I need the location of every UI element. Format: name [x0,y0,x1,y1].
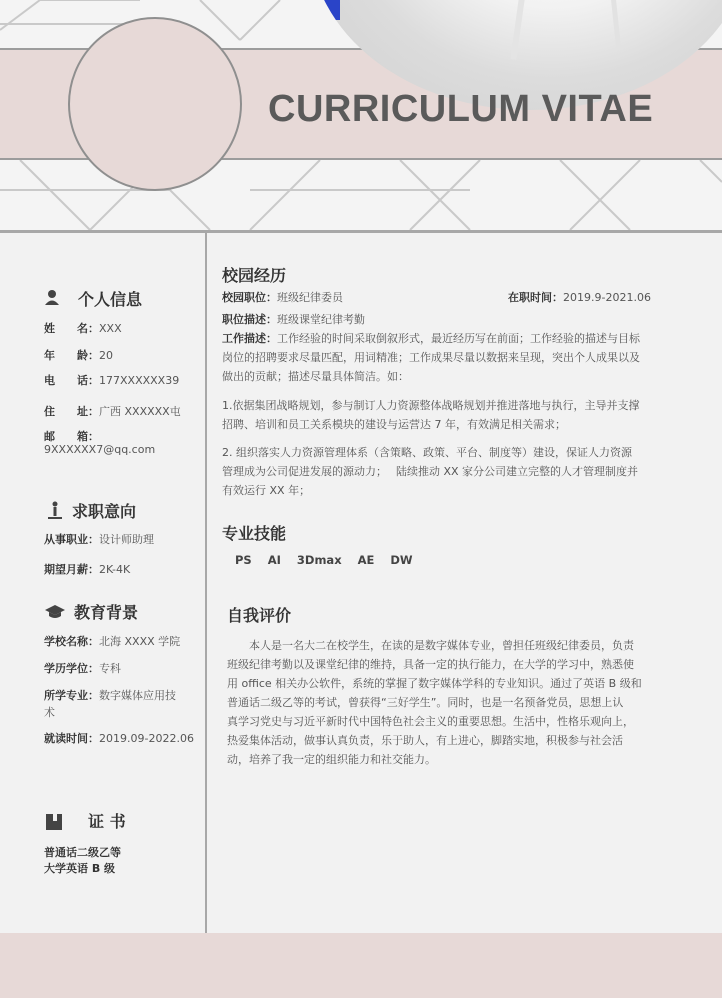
personal-info-heading [44,287,142,310]
point2-line: 有效运行 XX 年； [222,484,311,497]
self-line: 动，培养了我一定的组织能力和社交能力。 [227,753,436,766]
self-line: 班级纪律考勤以及课堂纪律的维持，具备一定的执行能力，在大学的学习中，熟悉使 [227,658,634,671]
point2-line: 2. 组织落实人力资源管理体系（含策略、政策、平台、制度等）建设，保证人力资源 [222,446,632,459]
point1-line: 1.依据集团战略规划，参与制订人力资源整体战略规划并推进落地与执行，主导并支撑 [222,399,640,412]
skills-list [235,553,413,567]
header [0,0,722,232]
personal-info-title: 个人信息 [78,290,143,309]
skill-item: PS [235,553,252,567]
phone-row: 电 话：177XXXXXX39 [44,374,180,387]
self-line: 用 office 相关办公软件，系统的掌握了数字媒体学科的专业知识。通过了英语 B 级和 [227,677,642,690]
certificate-heading [44,809,126,832]
skill-item: DW [390,553,413,567]
point2-line: 管理成为公司促进发展的源动力； 陆续推动 XX 家分公司建立完整的人才管理制度并 [222,465,639,478]
job-intention-title: 求职意向 [72,502,137,521]
campus-post: 校园职位：班级纪律委员 [222,291,343,304]
certificate-item: 大学英语 B 级 [44,862,116,875]
major-row: 所学专业：数字媒体应用技 [44,689,176,702]
school-row: 学校名称：北海 XXXX 学院 [44,635,181,648]
email-label: 邮 箱： [44,430,99,443]
self-line: 热爱集体活动，做事认真负责，乐于助人，有上进心，脚踏实地，积极参与社会活 [227,734,623,747]
campus-time: 在职时间：2019.9-2021.06 [508,291,651,304]
campus-experience-title: 校园经历 [222,266,287,285]
footer-band [0,933,722,998]
graduation-cap-icon [44,601,66,623]
position-row: 从事职业：设计师助理 [44,533,154,546]
skills-title: 专业技能 [222,524,287,543]
campus-desc: 职位描述：班级课堂纪律考勤 [222,313,365,326]
skill-item: 3Dmax [296,553,342,567]
name-row: 姓 名：XXX [44,322,122,335]
figure-icon [44,500,66,522]
certificate-icon [44,810,66,832]
job-intention-heading [44,499,136,522]
education-title: 教育背景 [74,603,139,622]
skill-item: AI [267,553,281,567]
work-line: 做出的贡献；描述尽量具体简洁。如： [222,370,409,383]
major-row-cont: 术 [44,706,55,719]
self-evaluation-title: 自我评价 [227,606,292,625]
salary-row: 期望月薪：2K-4K [44,563,131,576]
self-line: 真学习党史与习近平新时代中国特色社会主义的重要思想。生活中，性格乐观向上， [227,715,634,728]
certificate-title: 证 书 [88,812,126,831]
age-row: 年 龄：20 [44,349,113,362]
vertical-divider [205,233,207,933]
period-row: 就读时间：2019.09-2022.06 [44,732,194,745]
point1-line: 招聘、培训和员工关系模块的建设与运营达 7 年，有效满足相关需求； [222,418,566,431]
person-icon [44,288,66,310]
skill-item: AE [357,553,375,567]
self-line: 本人是一名大二在校学生，在读的是数字媒体专业，曾担任班级纪律委员，负责 [227,639,634,652]
email-value: 9XXXXXX7@qq.com [44,443,156,456]
certificate-item: 普通话二级乙等 [44,846,121,859]
degree-row: 学历学位：专科 [44,662,121,675]
avatar-circle [68,17,242,191]
horizontal-divider [0,230,722,233]
page-title: CURRICULUM VITAE [268,88,654,130]
education-heading [44,600,138,623]
work-line: 工作描述：工作经验的时间采取倒叙形式，最近经历写在前面；工作经验的描述与目标 [222,332,640,345]
address-row: 住 址：广西 XXXXXX屯 [44,405,181,418]
self-line: 普通话二级乙等的考试，曾获得“三好学生”。同时，也是一名预备党员，思想上认 [227,696,624,709]
work-line: 岗位的招聘要求尽量匹配，用词精准；工作成果尽量以数据来呈现，突出个人成果以及 [222,351,640,364]
